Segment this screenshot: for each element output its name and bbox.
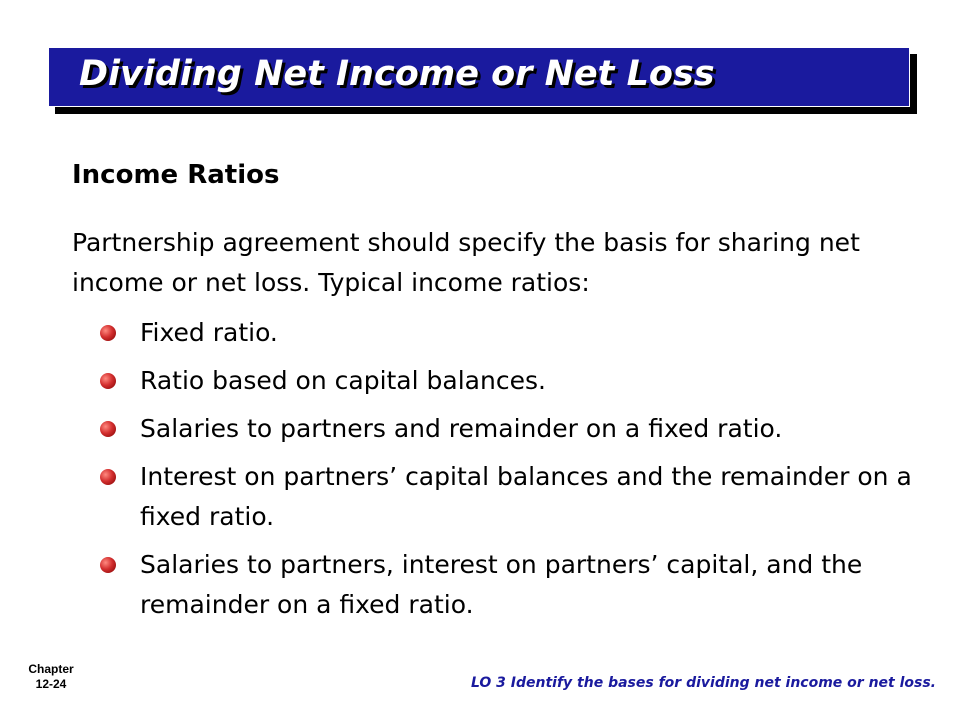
slide-title: Dividing Net Income or Net Loss — [79, 54, 715, 94]
list-item — [100, 409, 920, 449]
income-ratio-list — [100, 313, 920, 633]
list-item — [100, 457, 920, 537]
list-item — [100, 313, 920, 353]
bullet-dot-icon — [100, 421, 116, 437]
list-item-text: Salaries to partners, interest on partners’ capital, and the remainder on a fixed ratio. — [140, 550, 863, 619]
chapter-label — [26, 662, 76, 692]
title-banner — [48, 47, 910, 107]
learning-objective: LO 3 Identify the bases for dividing net income or net loss. — [470, 675, 936, 691]
bullet-dot-icon — [100, 557, 116, 573]
list-item-text: Fixed ratio. — [140, 318, 278, 347]
chapter-number: 12-24 — [35, 677, 67, 691]
intro-paragraph: Partnership agreement should specify the basis for sharing net income or net loss. Typical income ratios: — [72, 228, 860, 297]
list-item-text: Ratio based on capital balances. — [140, 366, 546, 395]
list-item — [100, 545, 920, 625]
bullet-dot-icon — [100, 325, 116, 341]
list-item — [100, 361, 920, 401]
chapter-label-text: Chapter — [28, 662, 74, 676]
bullet-dot-icon — [100, 469, 116, 485]
list-item-text: Interest on partners’ capital balances and the remainder on a fixed ratio. — [140, 462, 912, 531]
section-heading: Income Ratios — [72, 160, 280, 190]
list-item-text: Salaries to partners and remainder on a fixed ratio. — [140, 414, 783, 443]
bullet-dot-icon — [100, 373, 116, 389]
